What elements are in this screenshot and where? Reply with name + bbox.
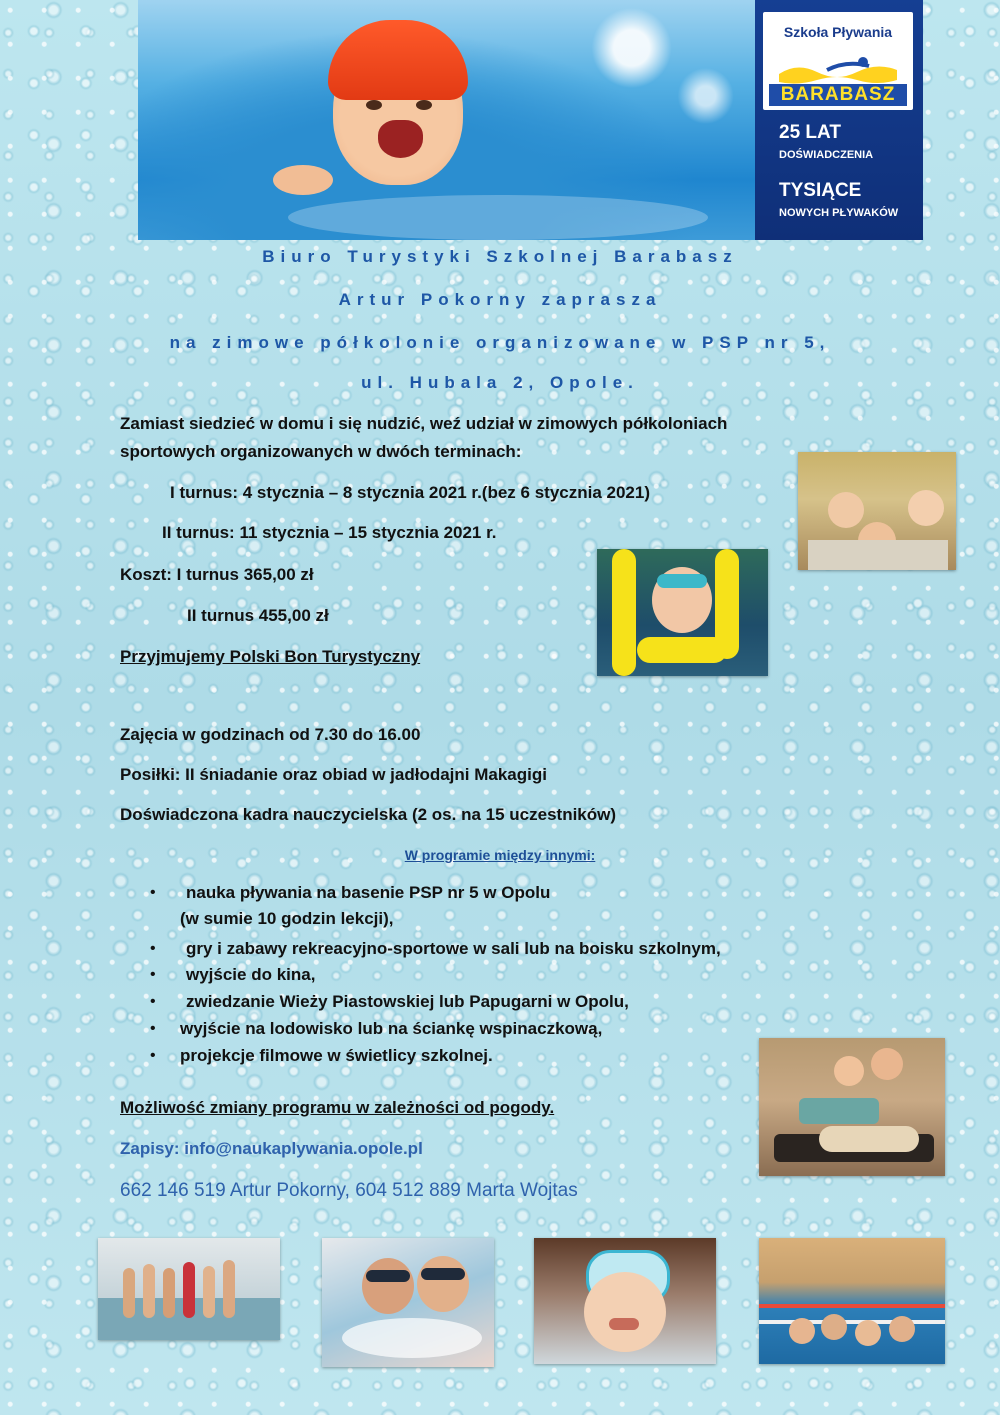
heading-line-4: ul. Hubala 2, Opole. — [361, 373, 639, 392]
bullet-icon: • — [150, 940, 156, 957]
program-item: zwiedzanie Wieży Piastowskiej lub Papugarni w Opolu, — [186, 992, 629, 1011]
program-item: nauka pływania na basenie PSP nr 5 w Opolu — [186, 883, 551, 902]
photo-group-in-pool — [759, 1238, 945, 1364]
logo-thousands: TYSIĄCE — [779, 180, 862, 201]
child-mouth — [378, 120, 423, 158]
photo-child-with-goggles — [534, 1238, 716, 1364]
heading-line-1: Biuro Turystyki Szkolnej Barabasz — [262, 247, 738, 266]
hours-info: Zajęcia w godzinach od 7.30 do 16.00 — [120, 725, 421, 744]
change-note: Możliwość zmiany programu w zależności od pogody. — [120, 1098, 555, 1117]
logo-thousands-sub: NOWYCH PŁYWAKÓW — [779, 207, 899, 219]
logo-brand-name: BARABASZ — [769, 84, 907, 106]
program-heading: W programie między innymi: — [404, 847, 596, 863]
child-eye — [416, 100, 432, 110]
photo-child-with-noodle — [597, 549, 768, 676]
turn-2: II turnus: 11 stycznia – 15 stycznia 2021 r. — [162, 523, 497, 542]
photo-group-poolside — [98, 1238, 280, 1340]
logo-card — [763, 12, 913, 110]
turn-1: I turnus: 4 stycznia – 8 stycznia 2021 r.(bez 6 stycznia 2021) — [170, 483, 651, 502]
heading-line-3: na zimowe półkolonie organizowane w PSP nr 5, — [169, 333, 831, 352]
meals-info: Posiłki: II śniadanie oraz obiad w jadłodajni Makagigi — [120, 765, 547, 784]
school-logo — [755, 0, 923, 240]
program-item: wyjście do kina, — [186, 965, 316, 984]
child-eye — [366, 100, 382, 110]
staff-info: Doświadczona kadra nauczycielska (2 os. na 15 uczestników) — [120, 805, 617, 824]
bullet-icon: • — [150, 1047, 156, 1064]
program-item: projekcje filmowe w świetlicy szkolnej. — [180, 1046, 493, 1065]
program-item: (w sumie 10 godzin lekcji), — [180, 909, 394, 928]
photo-kids-at-table — [798, 452, 956, 570]
bullet-icon: • — [150, 993, 156, 1010]
intro-line-1: Zamiast siedzieć w domu i się nudzić, weź udział w zimowych półkoloniach — [120, 414, 728, 433]
program-item: wyjście na lodowisko lub na ściankę wspinaczkową, — [180, 1019, 603, 1038]
bullet-icon: • — [150, 966, 156, 983]
program-item: gry i zabawy rekreacyjno-sportowe w sali lub na boisku szkolnym, — [186, 939, 721, 958]
phone-numbers: 662 146 519 Artur Pokorny, 604 512 889 Marta Wojtas — [120, 1180, 578, 1201]
child-hand — [273, 165, 333, 195]
photo-first-aid-training — [759, 1038, 945, 1176]
intro-line-2: sportowych organizowanych w dwóch terminach: — [120, 442, 522, 461]
bullet-icon: • — [150, 884, 156, 901]
heading-line-2: Artur Pokorny zaprasza — [338, 290, 662, 309]
hero-photo — [138, 0, 755, 240]
logo-school-text: Szkoła Pływania — [783, 24, 893, 40]
logo-years: 25 LAT — [779, 122, 841, 143]
cost-turn-2: II turnus 455,00 zł — [187, 606, 329, 625]
photo-two-boys-swimming — [322, 1238, 494, 1367]
bullet-icon: • — [150, 1020, 156, 1037]
bon-notice: Przyjmujemy Polski Bon Turystyczny — [120, 647, 421, 666]
swimmer-wave-icon — [777, 52, 899, 86]
signup-email: Zapisy: info@naukaplywania.opole.pl — [120, 1139, 423, 1158]
logo-years-sub: DOŚWIADCZENIA — [779, 149, 874, 161]
water-splash — [288, 195, 708, 240]
cost-turn-1: Koszt: I turnus 365,00 zł — [120, 565, 314, 584]
swim-cap — [328, 20, 468, 100]
